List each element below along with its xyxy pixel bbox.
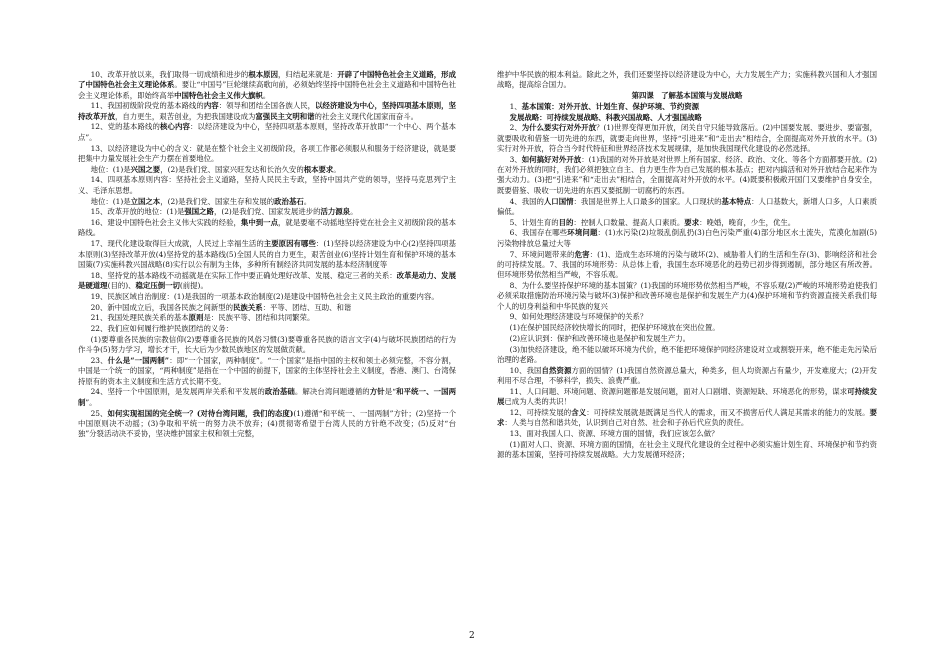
body-text: 9、如何处理经济建设与环境保护的关系？: [509, 312, 648, 322]
emphasis-text: 以经济建设为中心，坚持四项基本原则，坚持改革开放: [78, 101, 456, 121]
body-text: ：以经济建设为中心，坚持四项基本原则，坚持改革开放即“一个中心、两个基本点”。: [78, 122, 456, 142]
emphasis-text: 开辟了中国特色社会主义道路，形成了中国特色社会主义理论体系: [78, 70, 456, 90]
body-text: (2)应认识到：保护和改善环境也是保护和发展生产力。: [509, 333, 691, 343]
emphasis-text: 民族关系: [233, 302, 263, 312]
body-text: 1、: [509, 101, 522, 111]
body-text: ：(1)、造成生态环境的污染与破坏(2)、威胁着人们的生活和生存(3)、影响经济和社会的可持续发展。7、我国的环境形势：从总体上看，我国生态环境恶化的趋势已初步得到遏制，部分地区有所改善。但环境形势依然相当严峻，不容乐观。: [497, 249, 877, 280]
emphasis-text: 原则: [188, 313, 204, 323]
right-paragraph: [497, 323, 877, 333]
body-text: ：我国是世界上人口最多的国家。人口现状的: [573, 196, 722, 206]
body-text: 3、: [509, 154, 522, 164]
body-text: 10、我国: [509, 365, 542, 375]
body-text: (目的)、: [107, 280, 136, 290]
emphasis-text: 根本要求: [303, 164, 334, 174]
right-paragraph: [497, 408, 877, 429]
body-text: 11、人口问题、环境问题、资源问题都是发展问题，面对人口剧增、资源短缺、环境恶化的形势，谋求: [509, 386, 848, 396]
emphasis-text: 人口国情: [543, 196, 574, 206]
body-text: 7、环境问题带来的: [509, 249, 575, 259]
right-paragraph: [497, 197, 877, 218]
emphasis-text: 和平统一、一国两制: [78, 387, 456, 407]
body-text: ，自力更生，艰苦创业，为把我国建设成为: [114, 111, 256, 121]
body-text: 2、: [509, 123, 522, 133]
page-number: 2: [469, 631, 475, 641]
right-paragraph: [497, 345, 877, 366]
left-paragraph: [78, 271, 456, 292]
emphasis-text: 目的: [558, 217, 574, 227]
emphasis-text: 集中到一点: [240, 218, 279, 228]
body-text: 。: [350, 207, 358, 217]
right-paragraph: [497, 334, 877, 344]
right-column: [497, 70, 877, 461]
body-text: 21、我国处理民族关系的基本: [90, 313, 189, 323]
body-text: ，(2)是我们党、国家兴旺发达和长治久安的: [160, 164, 304, 174]
emphasis-text: 如何实现祖国的完全统一？(对待台湾问题，我们的态度): [107, 408, 294, 418]
right-paragraph: [497, 312, 877, 322]
body-text: 16、建设中国特色社会主义伟大实践的经验，: [90, 218, 241, 228]
left-paragraph: [78, 101, 456, 122]
emphasis-text: 中国特色社会主义伟大旗帜: [174, 90, 263, 100]
emphasis-text: 含义: [571, 408, 587, 417]
emphasis-text: 方针: [369, 387, 385, 397]
left-paragraph: [78, 303, 456, 313]
right-paragraph: [497, 281, 877, 312]
body-text: 10、改革开放以来，我们取得一切成绩和进步的: [90, 70, 249, 79]
body-text: 。: [262, 90, 271, 100]
body-text: 地位：(1)是: [90, 196, 131, 206]
body-text: (1)面对人口、资源、环境方面的国情，在社会主义现代化建设的全过程中必须实施计划生育、环境保护和节约资源的基本国策，坚持可持续发展战略。大力发展循环经济；: [497, 439, 877, 460]
right-paragraph: [497, 113, 877, 123]
left-paragraph: [78, 313, 456, 323]
emphasis-text: 什么是“一国两制”: [107, 356, 170, 366]
body-text: ：晚婚，晚育，少生，优生。: [699, 217, 796, 227]
body-text: 维护中华民族的根本利益。除此之外，我们还要坚持以经济建设为中心，大力发展生产力；实施科教兴国和人才强国战略，提高综合国力。: [497, 70, 877, 90]
right-paragraph: [497, 387, 877, 408]
body-text: ，归结起来就是：: [278, 70, 338, 79]
right-paragraph: [497, 102, 877, 112]
left-paragraph: [78, 292, 456, 302]
body-text: 地位：(1)是: [90, 164, 131, 174]
emphasis-text: 兴国之要: [130, 164, 161, 174]
body-text: ：可持续发展就是既满足当代人的需求，而又不损害后代人满足其需求的能力的发展。: [586, 408, 870, 417]
body-text: 22、我们应如何履行维护民族团结的义务：: [90, 324, 234, 334]
body-text: 是“: [384, 387, 397, 397]
body-text: 19、民族区域自治制度：(1)是我国的一项基本政治制度(2)是建设中国特色社会主义民主政治的重要内容。: [90, 291, 439, 301]
body-text: ：(1)我国的对外开放是对世界上所有国家、经济、政治、文化、等各个方面都要开放。(2)在对外开放的同时，我们必须把独立自主、自力更生作为自己发展的根本基点；把对内搞活和对外开放结合起来作为强大动力。(3)把“引进来”和“走出去”相结合，全面提高对外开放的水平。(4)既要积极敞开国门又要维护自身安全，既要借鉴、吸收一切先进的东西又要抵制一切腐朽的东西。: [497, 154, 877, 195]
body-text: ：即“一个国家，两种制度”。“一个国家”是指中国的主权和领土必须完整，不容分割，中国是一个统一的国家，“两种制度”是指在一个中国的前提下，国家的主体坚持社会主义制度，香港、澳门、台湾保持原有的资本主义制度和生活方式长期不变。: [78, 356, 456, 386]
body-text: ：(1)水污染(2)垃圾乱倒乱扔(3)白色污染严重(4)部分地区水土流失，荒漠化加剧(5)污染物排放总量过大等: [497, 228, 877, 248]
body-text: 方面的国情？(1)我国自然资源总量大，种类多，但人均资源占有量少，开发难度大；(2)开发利用不尽合理，不够科学，损失、浪费严重。: [497, 365, 877, 386]
right-paragraph: [497, 228, 877, 249]
body-text: 20、新中国成立后，我国各民族之间新型的: [90, 302, 234, 312]
body-text: ：人口基数大，新增人口多，人口素质偏低。: [497, 196, 877, 216]
emphasis-text: 基本国策：对外开放、计划生育、保护环境、节约资源: [521, 101, 700, 111]
emphasis-text: 稳定压倒一切: [135, 280, 180, 290]
body-text: ：(1)坚持以经济建设为中心(2)坚持四项基本原则(3)坚持改革开放(4)坚持党的基本路线(5)全国人民的自力更生，艰苦创业(6)坚持计划生育和保护环境的基本国策(7)实施科教兴国战略(8)实行以公有制为主体，多种所有制经济共同发展的基本经济制度等: [78, 239, 456, 269]
body-text: 6、我国存在哪些: [509, 228, 568, 238]
body-text: (1)遵循“和平统一、一国两制”方针；(2)坚持一个中国原则决不动摇；(3)争取和平统一的努力决不放弃；(4)贯彻寄希望于台湾人民的方针绝不改变；(5)反对“台独”分裂活动决不妥协，坚决维护国家主权和领土完整，: [78, 408, 457, 439]
emphasis-text: 活力源泉: [320, 207, 351, 217]
body-text: 。要让“中国号”巨轮继续高歌向前，必须始终坚持中国特色社会主义道路和中国特色社会主义理论体系，即始终高举: [78, 80, 456, 100]
body-text: 15、改革开放的地位：(1)是: [90, 207, 185, 217]
right-paragraph: [497, 123, 877, 154]
left-paragraph: [78, 409, 456, 440]
emphasis-text: 为什么要实行对外开放: [521, 123, 597, 133]
body-text: 25、: [90, 408, 108, 418]
emphasis-text: 主要原因有哪些: [263, 239, 316, 249]
left-paragraph: [78, 324, 456, 334]
emphasis-text: 富强民主文明和谐: [255, 111, 315, 121]
right-paragraph: [497, 91, 877, 101]
right-paragraph: [497, 155, 877, 196]
emphasis-text: 政治基础: [264, 387, 295, 397]
emphasis-text: 根本原因: [248, 70, 278, 79]
body-text: 13、面对我国人口、资源、环境方面的国情，我们应该怎么做？: [509, 429, 719, 439]
left-paragraph: [78, 335, 456, 356]
body-text: 。: [303, 196, 312, 206]
body-text: 23、: [90, 356, 108, 366]
emphasis-text: 政治基石: [274, 196, 304, 206]
right-paragraph: [497, 440, 877, 461]
body-text: 已成为人类的共识！: [504, 397, 571, 407]
emphasis-text: 立国之本: [130, 196, 161, 206]
body-text: ，(2)是我们党、国家生存和发展的: [160, 196, 275, 206]
body-text: (前提)。: [179, 280, 208, 290]
left-paragraph: [78, 175, 456, 196]
body-text: 12、党的基本路线的: [90, 122, 161, 132]
body-text: ，(2)是我们党、国家发展进步的: [213, 207, 321, 217]
left-paragraph: [78, 218, 456, 239]
right-paragraph: [497, 70, 877, 91]
emphasis-text: 危害: [574, 249, 590, 259]
emphasis-text: 核心内容: [160, 122, 190, 132]
body-text: ？(1)世界变得更加开放，闭关自守只能导致落后。(2)中国要发展、要进步、要富强，就要吸收和借鉴一切先进的东西，就要走向世界，坚持“引进来”和“走出去”相结合，全面提高对外开放的水平。(3)实行对外开放，符合当今时代特征和世界经济技术发展规律，是加快我国现代化建设的必然选择。: [497, 123, 877, 154]
emphasis-text: 环境问题: [567, 228, 598, 238]
body-text: 发展战略：可持续发展战略、科教兴国战略、人才强国战略: [509, 112, 702, 122]
body-text: ，就是要毫不动摇地坚持党在社会主义初级阶段的基本路线。: [78, 218, 456, 238]
left-paragraph: [78, 387, 456, 408]
emphasis-text: 可持续发展: [497, 386, 877, 407]
left-paragraph: [78, 122, 456, 143]
body-text: 的社会主义现代化国家而奋斗。: [314, 111, 419, 121]
left-paragraph: [78, 356, 456, 387]
body-text: 5、计划生育的: [509, 217, 559, 227]
body-text: 。: [333, 164, 341, 174]
left-paragraph: [78, 207, 456, 217]
emphasis-text: 要求: [497, 408, 877, 428]
right-paragraph: [497, 429, 877, 439]
body-text: ：平等、团结、互助、和谐: [262, 302, 352, 312]
emphasis-text: 内容: [203, 101, 219, 111]
body-text: 17、现代化建设取得巨大成就，人民过上幸福生活的: [90, 239, 264, 249]
left-paragraph: [78, 197, 456, 207]
body-text: 4、我国的: [509, 196, 544, 206]
right-paragraph: [497, 366, 877, 387]
right-paragraph: [497, 218, 877, 228]
body-text: (1)要尊重各民族的宗教信仰(2)要尊重各民族的风俗习惯(3)要尊重各民族的语言文字(4)与破坏民族团结的行为作斗争(5)努力学习，增长才干，长大后为少数民族地区的发展做贡献。: [78, 334, 456, 355]
emphasis-text: 强国之路: [184, 207, 214, 217]
body-text: 18、坚持党的基本路线不动摇就是在实际工作中要正确处理好改革、发展、稳定三者的关系：: [90, 270, 397, 280]
body-text: 14、四项基本原则内容：坚持社会主义道路，坚持人民民主专政，坚持中国共产党的领导，坚持马克思列宁主义、毛泽东思想。: [78, 175, 456, 195]
body-text: (1)在保护国民经济较快增长的同时，把保护环境放在突出位置。: [509, 323, 720, 333]
body-text: 13、以经济建设为中心的含义：就是在整个社会主义初级阶段，各项工作都必须服从和服务于经济建设，就是要把集中力量发展社会生产力摆在首要地位。: [78, 143, 456, 163]
emphasis-text: 改革是动力、发展是硬道理: [78, 270, 456, 290]
body-text: 第四课 了解基本国策与发展战略: [631, 91, 743, 101]
body-text: 12、可持续发展的: [509, 408, 572, 417]
left-paragraph: [78, 144, 456, 165]
left-paragraph: [78, 165, 456, 175]
emphasis-text: 要求: [684, 217, 700, 227]
body-text: 24、坚持一个中国原则，是发展两岸关系和平发展的: [90, 387, 265, 397]
right-paragraph: [497, 250, 877, 281]
body-text: ：控制人口数量、提高人口素质。: [573, 217, 685, 227]
emphasis-text: 如何搞好对外开放: [521, 154, 582, 164]
body-text: (3)加快经济建设，绝不能以破坏环境为代价，绝不能把环境保护同经济建设对立或割裂开来，绝不能走先污染后治理的老路。: [497, 344, 877, 365]
body-text: 11、我国初级阶段党的基本路线的: [90, 101, 204, 111]
emphasis-text: 自然资源: [541, 365, 572, 375]
body-text: 是：民族平等、团结和共同繁荣。: [203, 313, 315, 323]
body-text: 8、为什么要坚持保护环境的基本国策？(1)我国的环境形势依然相当严峻，不容乐观(2)严峻的环境形势迫使我们必须采取措施防治环境污染与破坏(3)保护和改善环境也是保护和发展生产力(4)保护环境和节约资源直接关系我们每个人的切身利益和中华民族的复兴: [497, 280, 877, 311]
body-text: ：人类与自然和谐共处，认识到自己对自然、社会和子孙后代应负的责任。: [504, 418, 749, 428]
body-text: 。解决台湾问题遵循的: [294, 387, 370, 397]
emphasis-text: 基本特点: [721, 196, 752, 206]
body-text: ：领导和团结全国各族人民，: [218, 101, 316, 111]
body-text: ”。: [85, 397, 97, 407]
left-column: [78, 70, 456, 440]
left-paragraph: [78, 70, 456, 101]
left-paragraph: [78, 239, 456, 270]
